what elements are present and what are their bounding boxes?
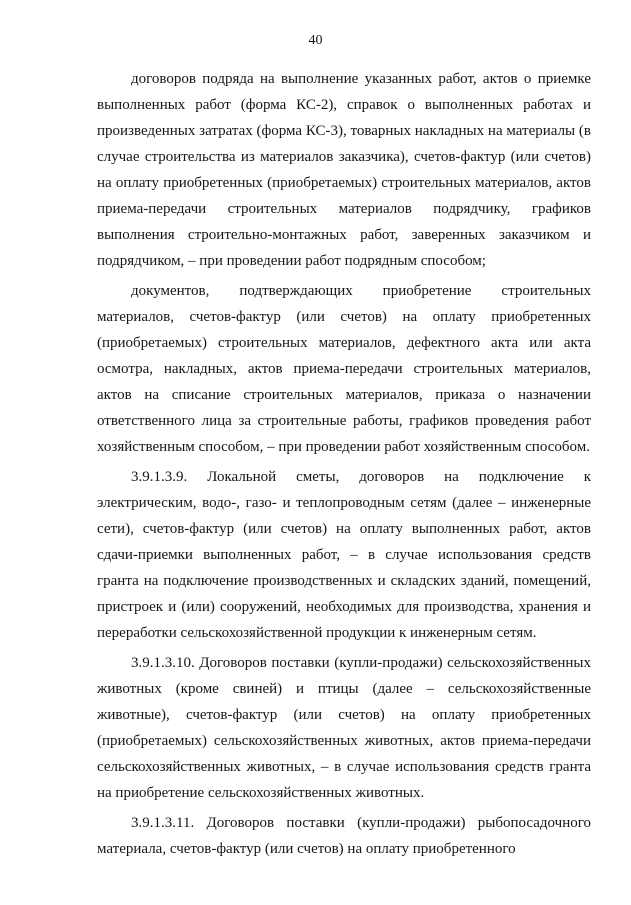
body-text (97, 66, 591, 862)
paragraph-3-9-1-3-11: 3.9.1.3.11. Договоров поставки (купли-продажи) рыбопосадочного материала, счетов-фактур (или счетов) на оплату приобретенного (97, 815, 591, 857)
paragraph-materials-documents: документов, подтверждающих приобретение строительных материалов, счетов-фактур (или счетов) на оплату приобретенных (приобретаемых) строительных материалов, дефектного акта или акта осмотра, накладных, актов приема-передачи строительных материалов, актов на списание строительных материалов, приказа о назначении ответственного лица за строительные работы, графиков проведения работ хозяйственным способом, – при проведении работ хозяйственным способом. (97, 283, 591, 455)
page-number: 40 (308, 33, 323, 48)
paragraph-3-9-1-3-9: 3.9.1.3.9. Локальной сметы, договоров на подключение к электрическим, водо-, газо- и теплопроводным сетям (далее – инженерные сети), счетов-фактур (или счетов) на оплату выполненных работ, актов сдачи-приемки выполненных работ, – в случае использования средств гранта на подключение производственных и складских зданий, помещений, пристроек и (или) сооружений, необходимых для производства, хранения и переработки сельскохозяйственной продукции к инженерным сетям. (97, 469, 591, 641)
paragraph-3-9-1-3-10: 3.9.1.3.10. Договоров поставки (купли-продажи) сельскохозяйственных животных (кроме свиней) и птицы (далее – сельскохозяйственные животные), счетов-фактур (или счетов) на оплату приобретенных (приобретаемых) сельскохозяйственных животных, актов приема-передачи сельскохозяйственных животных, – в случае использования средств гранта на приобретение сельскохозяйственных животных. (97, 655, 591, 801)
paragraph-contract-documents: договоров подряда на выполнение указанных работ, актов о приемке выполненных работ (форма КС-2), справок о выполненных работах и произведенных затратах (форма КС-3), товарных накладных на материалы (в случае строительства из материалов заказчика), счетов-фактур (или счетов) на оплату приобретенных (приобретаемых) строительных материалов, актов приема-передачи строительных материалов подрядчику, графиков выполнения строительно-монтажных работ, заверенных заказчиком и подрядчиком, – при проведении работ подрядным способом; (97, 71, 591, 269)
